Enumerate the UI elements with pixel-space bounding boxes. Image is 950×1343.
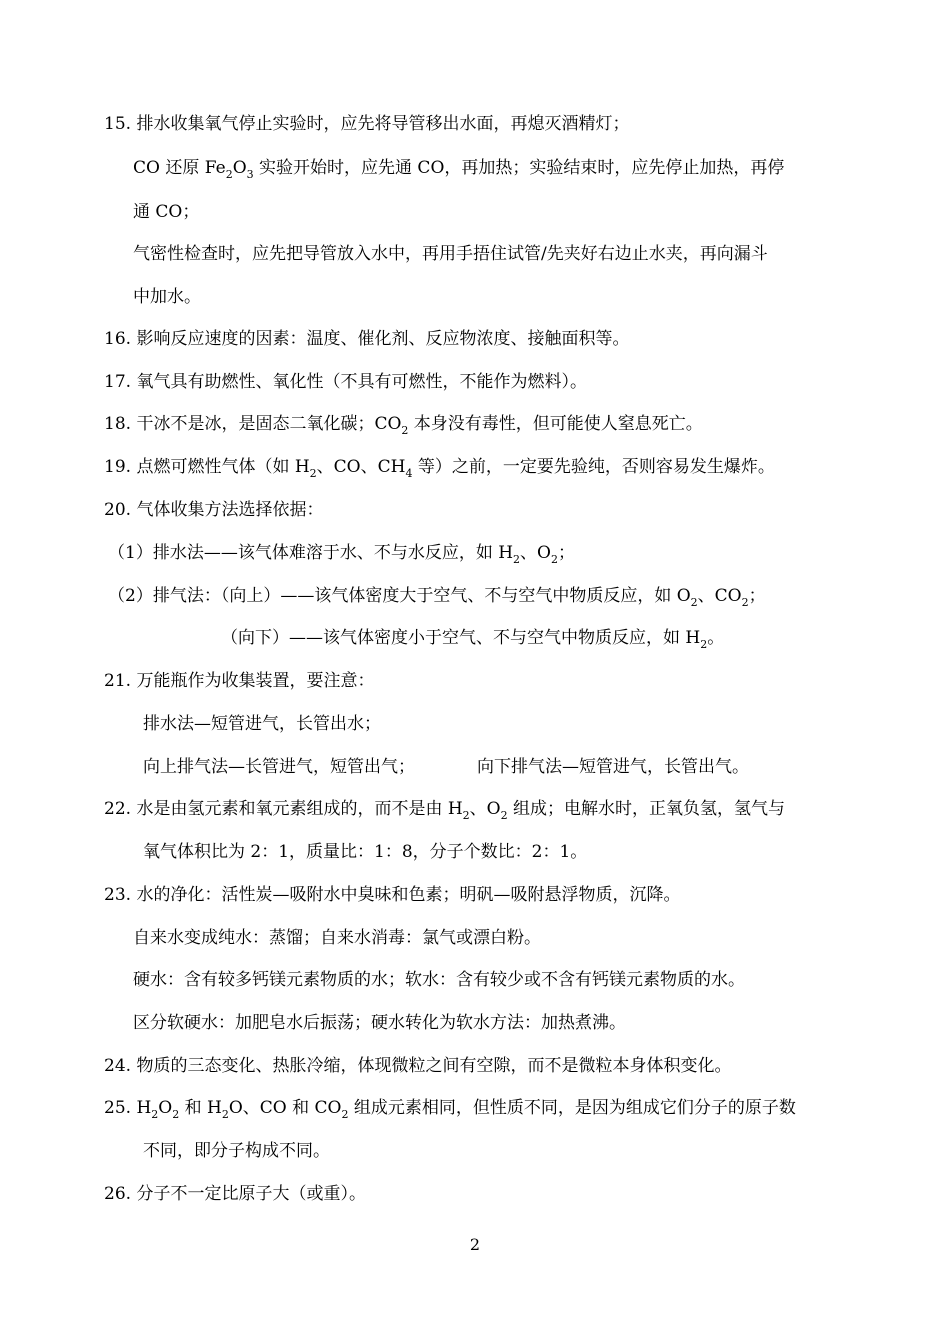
- text-span: 组成元素相同，但性质不同，是因为组成它们分子的原子数: [348, 1098, 796, 1118]
- text-line: 气密性检查时，应先把导管放入水中，再用手捂住试管/先夹好右边止水夹，再向漏斗: [133, 244, 768, 264]
- text-span: 本身没有毒性，但可能使人窒息死亡。: [408, 414, 703, 434]
- text-span: 和 H: [179, 1098, 222, 1118]
- text-span: O: [232, 158, 247, 178]
- text-line: 不同，即分子构成不同。: [143, 1141, 330, 1161]
- subscript: 2: [341, 1108, 349, 1121]
- text-line: [221, 627, 724, 649]
- text-span: （2）排气法：（向上）——该气体密度大于空气、不与空气中物质反应，如 O: [108, 586, 691, 606]
- text-span: 、O: [469, 799, 501, 819]
- subscript: 2: [700, 638, 708, 651]
- text-span: 、CO、CH: [316, 457, 406, 477]
- text-line: [104, 413, 703, 435]
- text-span: CO 还原 Fe: [133, 158, 226, 178]
- text-line: 17. 氧气具有助燃性、氧化性（不具有可燃性，不能作为燃料）。: [104, 372, 587, 392]
- text-line: 26. 分子不一定比原子大（或重）。: [104, 1184, 366, 1204]
- subscript: 2: [550, 553, 558, 566]
- text-line: 16. 影响反应速度的因素：温度、催化剂、反应物浓度、接触面积等。: [104, 329, 630, 349]
- text-line: 通 CO；: [133, 202, 200, 222]
- text-line: 区分软硬水：加肥皂水后振荡；硬水转化为软水方法：加热煮沸。: [133, 1013, 626, 1033]
- subscript: 2: [741, 596, 749, 609]
- text-line: 23. 水的净化：活性炭—吸附水中臭味和色素；明矾—吸附悬浮物质，沉降。: [104, 885, 681, 905]
- subscript: 2: [309, 467, 317, 480]
- text-line: [104, 456, 775, 478]
- text-span: ；: [557, 543, 575, 563]
- text-line: 自来水变成纯水：蒸馏；自来水消毒：氯气或漂白粉。: [133, 928, 541, 948]
- text-line: 向上排气法—长管进气，短管出气；: [143, 757, 415, 777]
- subscript: 2: [401, 424, 409, 437]
- text-line: 21. 万能瓶作为收集装置，要注意：: [104, 671, 375, 691]
- text-line: 向下排气法—短管进气，长管出气。: [477, 757, 749, 777]
- text-span: O: [158, 1098, 173, 1118]
- text-line: 硬水：含有较多钙镁元素物质的水；软水：含有较少或不含有钙镁元素物质的水。: [133, 970, 745, 990]
- text-span: 。: [707, 628, 725, 648]
- text-span: 、CO: [697, 586, 742, 606]
- text-line: 24. 物质的三态变化、热胀冷缩，体现微粒之间有空隙，而不是微粒本身体积变化。: [104, 1056, 732, 1076]
- text-span: 组成；电解水时，正氧负氢，氢气与: [507, 799, 786, 819]
- subscript: 2: [690, 596, 698, 609]
- text-span: 22. 水是由氢元素和氧元素组成的，而不是由 H: [104, 799, 463, 819]
- subscript: 2: [225, 168, 233, 181]
- text-span: 、O: [520, 543, 551, 563]
- text-line: [108, 585, 766, 607]
- subscript: 2: [462, 809, 470, 822]
- subscript: 2: [513, 553, 521, 566]
- text-span: O、CO 和 CO: [228, 1098, 342, 1118]
- text-span: 25. H: [104, 1098, 152, 1118]
- page-number: 2: [469, 1235, 481, 1254]
- text-line: 15. 排水收集氧气停止实验时，应先将导管移出水面，再熄灭酒精灯；: [104, 114, 630, 134]
- text-span: 实验开始时，应先通 CO，再加热；实验结束时，应先停止加热，再停: [253, 158, 785, 178]
- subscript: 2: [500, 809, 508, 822]
- text-line: 20. 气体收集方法选择依据：: [104, 500, 324, 520]
- text-line: [104, 1097, 796, 1119]
- subscript: 3: [246, 168, 254, 181]
- text-span: （向下）——该气体密度小于空气、不与空气中物质反应，如 H: [221, 628, 701, 648]
- text-span: 19. 点燃可燃性气体（如 H: [104, 457, 310, 477]
- text-span: 18. 干冰不是冰，是固态二氧化碳；CO: [104, 414, 402, 434]
- text-line: [104, 798, 785, 820]
- text-line: 排水法—短管进气，长管出水；: [143, 714, 381, 734]
- text-line: 中加水。: [133, 287, 201, 307]
- text-span: 等）之前，一定要先验纯，否则容易发生爆炸。: [412, 457, 775, 477]
- subscript: 4: [405, 467, 413, 480]
- subscript: 2: [172, 1108, 180, 1121]
- text-span: （1）排水法——该气体难溶于水、不与水反应，如 H: [108, 543, 514, 563]
- subscript: 2: [151, 1108, 159, 1121]
- text-line: 氧气体积比为 2：1，质量比：1：8，分子个数比：2：1。: [143, 842, 588, 862]
- subscript: 2: [221, 1108, 229, 1121]
- text-line: [133, 157, 784, 179]
- text-line: [108, 542, 575, 564]
- text-span: ；: [748, 586, 766, 606]
